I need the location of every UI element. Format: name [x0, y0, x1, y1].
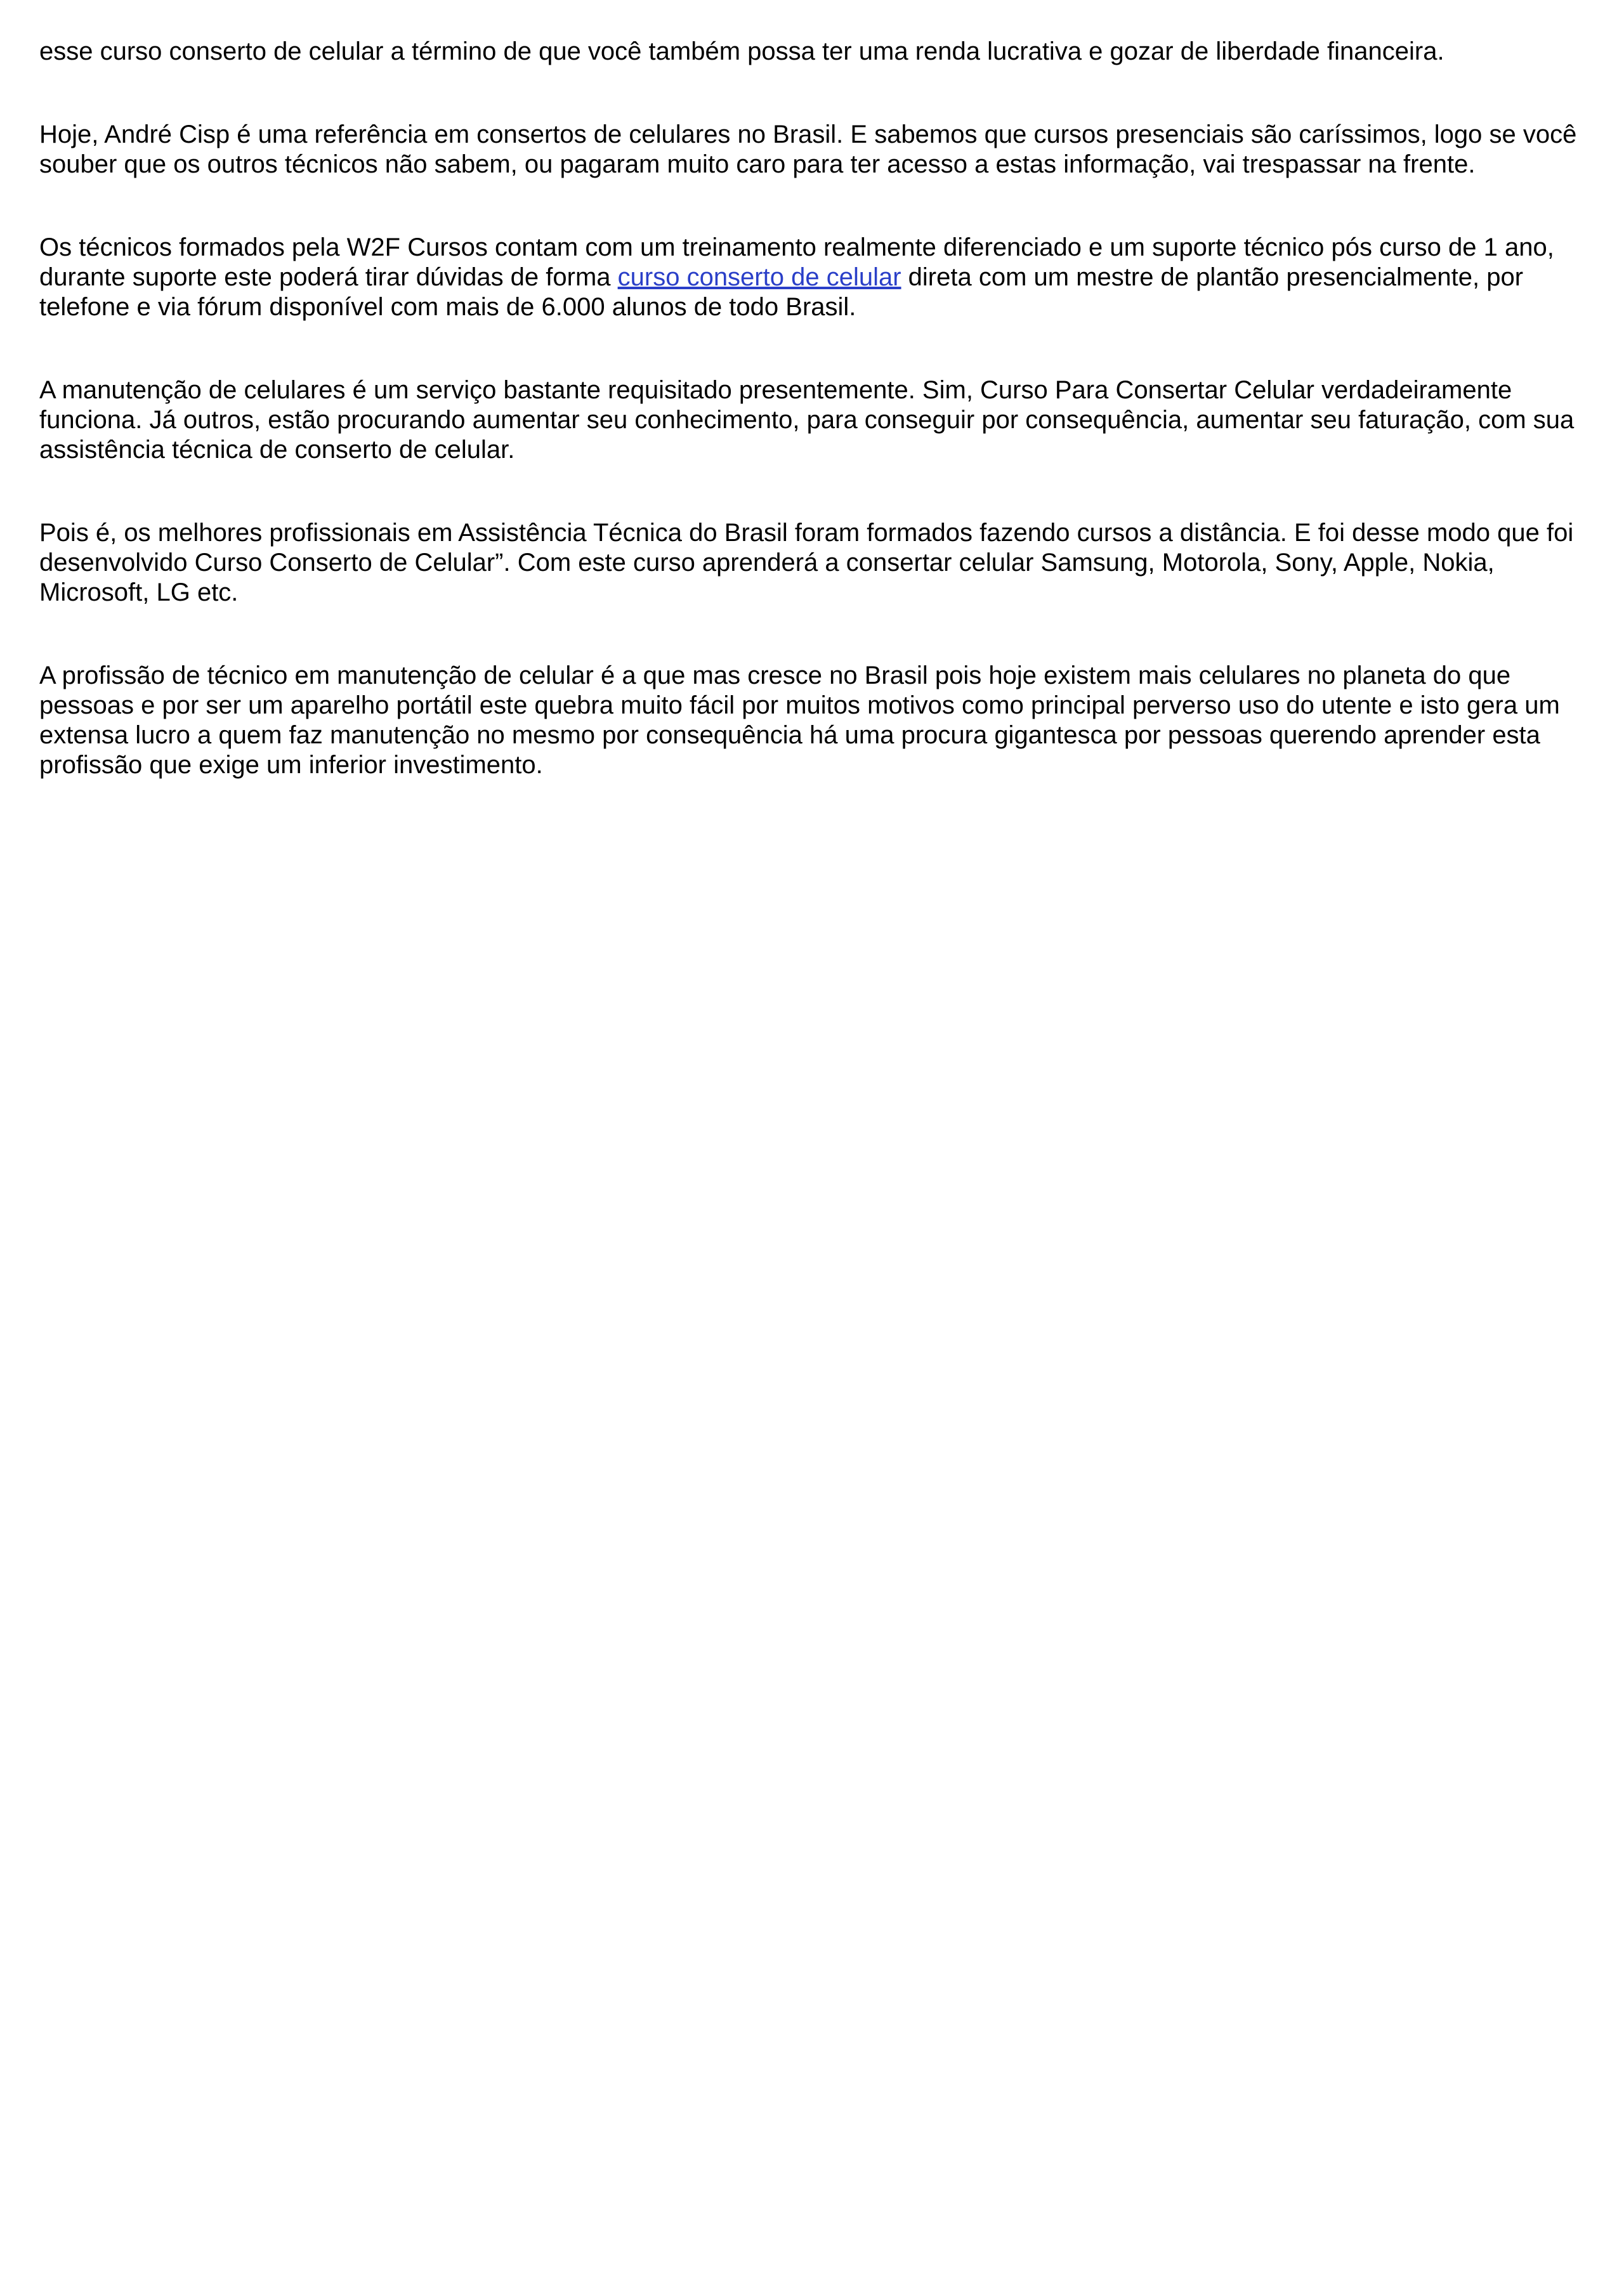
curso-conserto-link[interactable]: curso conserto de celular — [617, 263, 901, 291]
paragraph-3-text-after: direta com um mestre de plantão presencialmente, por telefone e via fórum disponível com mais de 6.000 alunos de todo Brasil. — [39, 263, 1524, 321]
paragraph-5: Pois é, os melhores profissionais em Assistência Técnica do Brasil foram formados fazendo cursos a distância. E foi desse modo que foi desenvolvido Curso Conserto de Celular”. Com este curso aprenderá a consertar celular Samsung, Motorola, Sony, Apple, Nokia, Microsoft, LG etc. — [39, 519, 1574, 606]
paragraph-6: A profissão de técnico em manutenção de celular é a que mas cresce no Brasil pois hoje existem mais celulares no planeta do que pessoas e por ser um aparelho portátil este quebra muito fácil por muitos motivos como principal perverso uso do utente e isto gera um extensa lucro a quem faz manutenção no mesmo por consequência há uma procura gigantesca por pessoas querendo aprender esta profissão que exige um inferior investimento. — [39, 662, 1560, 779]
paragraph-1: esse curso conserto de celular a término de que você também possa ter uma renda lucrativa e gozar de liberdade financeira. — [39, 37, 1444, 65]
document-body — [39, 37, 1600, 833]
paragraph-2: Hoje, André Cisp é uma referência em consertos de celulares no Brasil. E sabemos que cursos presenciais são caríssimos, logo se você souber que os outros técnicos não sabem, ou pagaram muito caro para ter acesso a estas informação, vai trespassar na frente. — [39, 121, 1577, 178]
paragraph-3 — [39, 233, 1600, 322]
paragraph-3-text-before: Os técnicos formados pela W2F Cursos contam com um treinamento realmente diferenciado e um suporte técnico pós curso de 1 ano, durante suporte este poderá tirar dúvidas de forma — [39, 233, 1554, 291]
paragraph-4: A manutenção de celulares é um serviço bastante requisitado presentemente. Sim, Curso Para Consertar Celular verdadeiramente funciona. Já outros, estão procurando aumentar seu conhecimento, para conseguir por consequência, aumentar seu faturação, com sua assistência técnica de conserto de celular. — [39, 376, 1575, 464]
